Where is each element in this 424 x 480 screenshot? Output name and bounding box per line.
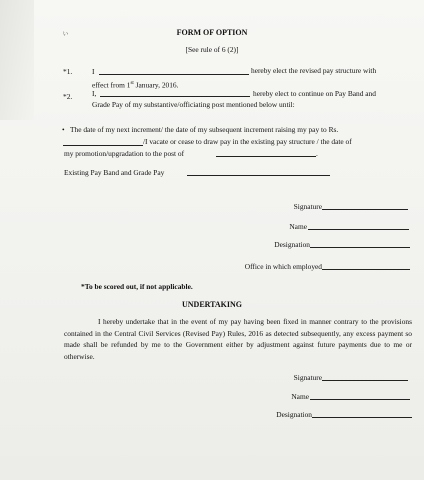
name-label: Name bbox=[289, 222, 307, 231]
item1-suffix: hereby elect the revised pay structure with bbox=[251, 66, 377, 75]
page-fold-shadow bbox=[0, 0, 34, 120]
item2-suffix: hereby elect to continue on Pay Band and bbox=[253, 89, 376, 98]
undertaking-signature-blank[interactable] bbox=[322, 380, 408, 381]
item2-continuation: Grade Pay of my substantive/officiating post mentioned below until: bbox=[92, 100, 295, 109]
item1-prefix: I bbox=[92, 67, 95, 76]
pay-amount-blank[interactable] bbox=[63, 145, 143, 146]
designation-blank[interactable] bbox=[310, 247, 410, 248]
undertaking-name-label: Name bbox=[291, 392, 309, 401]
promotion-line: my promotion/upgradation to the post of bbox=[64, 149, 185, 158]
item2-name-blank[interactable] bbox=[100, 96, 250, 97]
name-blank[interactable] bbox=[308, 229, 409, 230]
undertaking-signature-label: Signature bbox=[293, 373, 322, 382]
item1-name-blank[interactable] bbox=[99, 74, 249, 75]
signature-blank[interactable] bbox=[322, 209, 408, 210]
increment-line: The date of my next increment/ the date of my subsequent increment raising my pay to Rs. bbox=[70, 125, 339, 134]
office-label: Office in which employed bbox=[244, 262, 322, 271]
stray-mark: ぃ bbox=[62, 29, 69, 37]
promotion-line-end: . bbox=[316, 149, 318, 158]
undertaking-body: I hereby undertake that in the event of my pay having been fixed in manner contrary to the provisions contained in the Central Civil Services (Revised Pay) Rules, 2016 as detected subsequently, any excess payment so made shall be refunded by me to the Government either by adjustment against future payments due to me or otherwise. bbox=[64, 317, 412, 361]
item2-number: *2. bbox=[63, 92, 73, 101]
signature-label: Signature bbox=[293, 202, 322, 211]
rule-reference: [See rule of 6 (2)] bbox=[185, 45, 239, 54]
office-blank[interactable] bbox=[322, 269, 410, 270]
existing-pay-label: Existing Pay Band and Grade Pay bbox=[64, 168, 165, 177]
item1-effect-line: effect from 1st January, 2016. bbox=[92, 80, 179, 90]
designation-label: Designation bbox=[274, 240, 310, 249]
undertaking-designation-blank[interactable] bbox=[312, 417, 412, 418]
vacate-line: /I vacate or cease to draw pay in the existing pay structure / the date of bbox=[143, 137, 352, 146]
item2-prefix: I, bbox=[92, 89, 97, 98]
existing-pay-blank[interactable] bbox=[187, 175, 330, 176]
bullet-marker: • bbox=[62, 125, 65, 134]
undertaking-designation-label: Designation bbox=[276, 410, 312, 419]
undertaking-name-blank[interactable] bbox=[310, 399, 410, 400]
form-title: FORM OF OPTION bbox=[176, 28, 248, 37]
undertaking-title: UNDERTAKING bbox=[181, 300, 243, 309]
post-name-blank[interactable] bbox=[216, 156, 316, 157]
scored-out-note: *To be scored out, if not applicable. bbox=[81, 282, 193, 291]
item1-number: *1. bbox=[63, 67, 73, 76]
